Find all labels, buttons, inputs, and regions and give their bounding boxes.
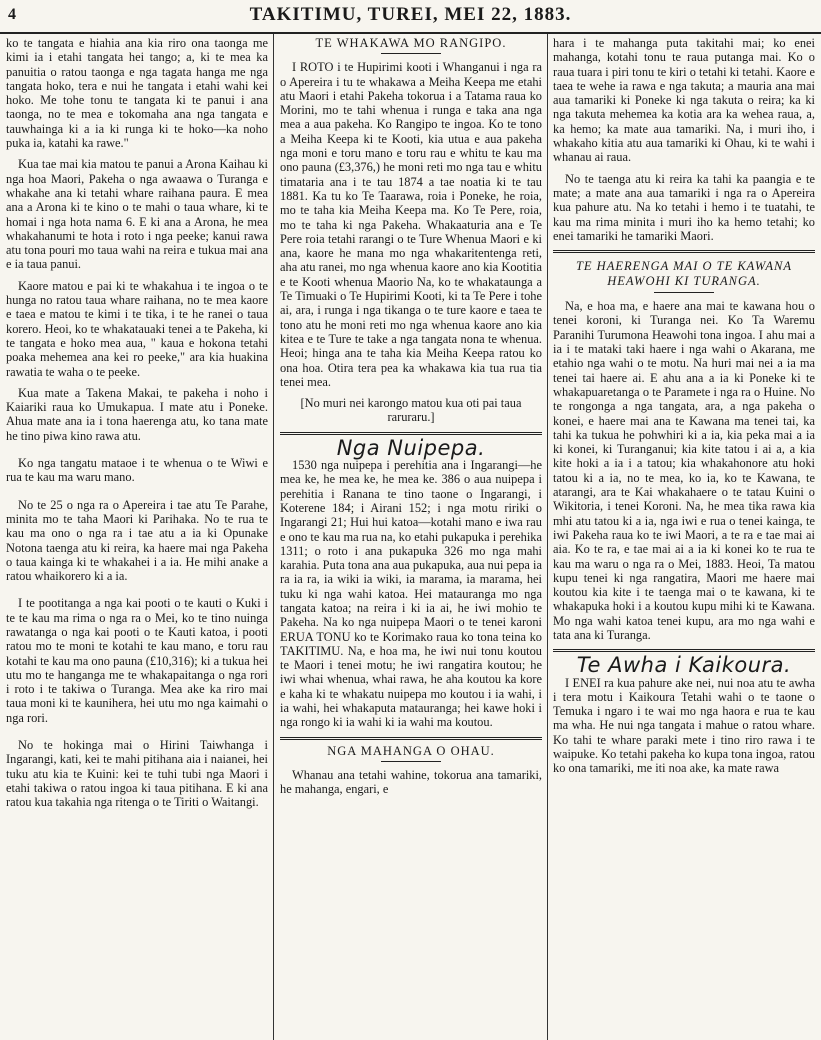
article-paragraph: No te 25 o nga ra o Apereira i tae atu Te Parahe, minita mo te taha Maori ki Parihaka. No te rua te kau ma ono o nga ra i tae atu a ia ki Opunake Notona taenga atu ki reira, ka haere mai nga Pakeha o taua kainga ki te whakahei i a ia. He mihi anake a ratou whaikorero ki a ia.	[6, 497, 268, 584]
newspaper-title: TAKITIMU, TUREI, MEI 22, 1883.	[249, 4, 572, 25]
article-paragraph: Na, e hoa ma, e haere ana mai te kawana hou o tenei koroni, ki Turanga nei. Ko Ta Waremu Paranihi Turumona Heawohi tona ingoa. I ahu mai a ia i te mataki taki haere i nga wahi o Akarana, me etahio nga wahi o te motu. Na huri mai nei a ia ma tenei tai haere ai. E ahu ana a ia ki Poneke ki te whakapuaretanga o te Paramete i nga ra o Huine. No te rongonga a nga tangata, ara, a nga pakeha o konei, e haere mai ana te Kawana ma tenei tai, ka tahi ka tukua he pohwhiri ki a ia, kia peka mai a ia ki konei, ki Turanganui; kia kite tatou i ai a, a kia kite hoki a ia i a tatou; kia whakahonore atu hoki tatou ki a ia, no te mea, ko ia, ko te Kawana, te atarangi, ara te Kai whakahaere o te tatau Kuini o Wikitoria, i tenei Koroni. Na, he mea tika rawa kia mhi atu tatou ki a ia, nga iwi e rua o tenei kainga, te iwi Pakeha raua ko te iwi Maori, a te ra e tae mai ai aia. Ko te ra, e tae mai ai a ia ki konei ko te rua te kau ma waru o nga ra o Mei, 1883. Heoi, Ta matou kupu tenei ki nga rangatira, Maori me haere mai koutou kia kite i te taenga mai o te kawana, ki te whakapuka hoki i a koutou kupu mihi ki te Kawana. Mo nga wahi katoa tenei kupu, ara mo nga wahi e tata ana ki Turanga.	[553, 299, 815, 642]
section-heading: Te Awha i Kaikoura.	[576, 653, 792, 678]
editor-note: [No muri nei karongo matou kua oti pai taua raruraru.]	[300, 396, 522, 425]
article-paragraph: Kua mate a Takena Makai, te pakeha i noho i Kaiariki raua ko Umukapua. I mate atu i Poneke. Ahua mate ana ia i tona haerenga atu, ko tana mate he tino piwa kino rawa atu.	[6, 385, 268, 443]
article-paragraph: 1530 nga nuipepa i perehitia ana i Ingarangi—he mea ke, he mea ke, he mea ke. 386 o aua nuipepa i perehitia i Ranana te tino taone o Ingarangi, i Koterene 184; i Airani 152; i nga motu ririki o Ingarangi 21; Hui hui katoa—kotahi mano e iwa rau e ono te kau ma rua na, ko etahi pukapuka i perehika 1311; o roto i ana pukapuka 326 mo nga mahi karahia. Puta tona ana aua pukapuka, aua nui pepa ia ra ia ra, ia wiki ia wiki, ia marama, ia marama, hei tuku ki nga wahi katoa. Hei matauranga mo nga tangata katoa; na reira i ki ia ai, he iwi mohio te Pakeha. Na ko nga nuipepa Maori o te tenei karoni ERUA TONU ko te Korimako raua ko tona teina ko TAKITIMU. Na, e hoa ma, he iwi nui tonu koutou te Maori i tenei motu; he iwi rangatira koutou; he iwi whai whenua, whai rawa, he aha koutou ka kore e kaha ki te whakatu nuipepa mo koutou i ia wahi, i ia wahi, hei whakaputa matauranga; hei kawe hoki i nga rongo ki ia wahi ki ia wahi ma koutou.	[280, 458, 542, 730]
page-number: 4	[8, 6, 16, 23]
divider	[381, 761, 441, 762]
divider	[280, 432, 542, 435]
article-paragraph: Kua tae mai kia matou te panui a Arona Kaihau ki nga hoa Maori, Pakeha o nga awaawa o Turanga e whakahe ana ki tetahi whare raihana paura. E mea ana a Arona ki te kino o te mahi o taua whare, ki te homai i nga hota nama 6. E ki ana a Arona, he mea whakahanumi te hota i roto i nga peeke; kanui rawa atu tona pouri mo taua wahi na reira e tukua mai ana e ia taua panui.	[6, 157, 268, 272]
article-paragraph: No te taenga atu ki reira ka tahi ka paangia e te mate; a mate ana aua tamariki i nga ra o Apereira kua pahure atu. Na ko tetahi i hemo i te tuatahi, te kau ma rima minita i muri iho ka hemo tetahi; ko enei tamariki he tamariki Maori.	[553, 171, 815, 243]
masthead	[0, 0, 821, 34]
column-2	[280, 36, 542, 1040]
column-3	[553, 36, 815, 1040]
article-heading: TE WHAKAWA MO RANGIPO.	[315, 36, 507, 50]
divider	[654, 292, 714, 293]
divider	[553, 250, 815, 253]
article-paragraph: I ROTO i te Hupirimi kooti i Whanganui i nga ra o Apereira i tu te whakawa a Meiha Keepa me etahi atu Maori i etahi Pakeha tokorua i a Tatama raua ko Morini, mo te tahi whenua i runga e taka ana nga mea a aua pakeha. Ko Rangipo te ingoa. Ko te tono a Meiha Keepa ki te Kooti, kia utua e aua pakeha nga moni e toru mano e toru rau e whitu te kau ma ono pauna (£3,376,) he moni reti mo nga tau e whitu timataria ana i te tau 1874 a tae noatia ki te tau 1881. Ka tu ko Te Taarawa, roia i Poneke, he roia, mo te taha kia Meiha Keepa ma. Ko Te Pere, roia, mo te taha ki nga Pakeha. Whakaaturia ana e Te Pere roia tetahi rarangi o te Ture Whenua Maori e ki ana, kaore he mana mo nga whakaritentenga reti, aha atu ranei, mo nga whenua kaore ano kia Kootitia e te Kooti whenua Maorio Na, ko te whakataunga a Te Timuaki o Te Hupirimi Kooti, ki ta Te Pere i tohe ai, ara, i runga i nga tikanga o te ture kaore e taea te tono atu he moni reti mo nga whenua kaore ano kia kitea e te Ture te take a nga tangata nona te whenua. Heoi; hinga ana te taha kia Meiha Keepa ratou ko ona hoa. Otira tera pea ka whakawa kia tua rua tia tenei mea.	[280, 60, 542, 389]
article-paragraph: I ENEI ra kua pahure ake nei, nui noa atu te awha i tera motu i Kaikoura Tetahi wahi o te taone o Temuka i ngaro i te wai mo nga haora e rua te kau ma wha. He nui nga tangata i mahue o ratou whare. Ko tahi te whare paraki mete i tino riro rawa i te waipuke. Ko tetahi pakeha ko kupa tona ingoa, ratou ko ona tamariki, me iti noa ake, ka mate rawa	[553, 675, 815, 776]
divider	[280, 737, 542, 740]
article-paragraph: Ko nga tangatu mataoe i te whenua o te Wiwi e rua te kau ma waru mano.	[6, 456, 268, 485]
column-divider	[547, 34, 548, 1040]
section-heading: Nga Nuipepa.	[336, 435, 486, 460]
article-paragraph: No te hokinga mai o Hirini Taiwhanga i Ingarangi, kati, kei te mahi pitihana aia i naianei, hei tuku atu kia te Kuini: kei te tuhi tubi nga Maori i etahi takiwa o ratou ingoa ki taua pitihana. E ki ana ratou kua takahia nga ritenga o te Tiriti o Waitangi.	[6, 738, 268, 810]
article-paragraph: ko te tangata e hiahia ana kia riro ona taonga me kimi ia i etahi tangata hei tango; a, ki te mea ka panuitia o ratou taonga e nga tagata hanga me nga tangata hoko, tera e nui he tangata i etahi wahi kei hoko. Me tohe tonu te tangata ki te panui i ana taonga, no te mea e tokomaha ana nga tangata e tauwhainga ki a ia ki runga ki te hoko—ka noho puka ia, katahi ka rawe."	[6, 36, 268, 151]
article-heading: TE HAERENGA MAI O TE KAWANA HEAWOHI KI TURANGA.	[575, 259, 793, 289]
article-paragraph: Whanau ana tetahi wahine, tokorua ana tamariki, he mahanga, engari, e	[280, 767, 542, 797]
article-paragraph: Kaore matou e pai ki te whakahua i te ingoa o te hunga no ratou taua whare raihana, no te mea kaore e taea e matou te kimi i te tika, i te he ranei o taua korero. Heoi, ko te whakatauaki tenei a te Pakeha, ki te tangata e hoko mea aua, " kaua e hokona tetahi poaka mehemea ana kei ro peeke," ara kia huakina rawatia te waha o te peeke.	[6, 278, 268, 379]
article-paragraph: I te pootitanga a nga kai pooti o te kauti o Kuki i te te kau ma rima o nga ra o Mei, ko te tino nuinga rawatanga o nga kai pooti o te Kauti katoa, i pooti ratou mo te moni te kotahi te kau mano, e toru rau kotahi te kau ma ono pauna (£10,316); ki a tukua hei utu mo te hanganga me te whakapaitanga o nga rori i roto i te takiwa o Turanga. Mea ake ka riro mai taua moni ki te kaunihera, hei utu mo nga kaimahi o nga rori.	[6, 596, 268, 725]
divider	[381, 53, 441, 54]
column-divider	[273, 34, 274, 1040]
article-paragraph: hara i te mahanga puta takitahi mai; ko enei mahanga, kotahi tonu te raua putanga mai. Ko o raua tuara i piri tonu te kiri o tetahi ki tetahi. Kaore e taea te wehe ia rawa e nga takuta; a mauria ana mai aua tamariki ki Poneke ki nga takuta o reira; ka ki nga takuta mehemea ka kotia ara ka wehea raua, a, ka hemo; ka mate aua tamariki. Na, i muri iho, i whakaho kitia atu aua tamariki ki Ohau, ki te wahi i whanau ai raua.	[553, 36, 815, 165]
column-1	[6, 36, 268, 1040]
article-heading: NGA MAHANGA O OHAU.	[327, 743, 495, 758]
divider	[553, 649, 815, 652]
